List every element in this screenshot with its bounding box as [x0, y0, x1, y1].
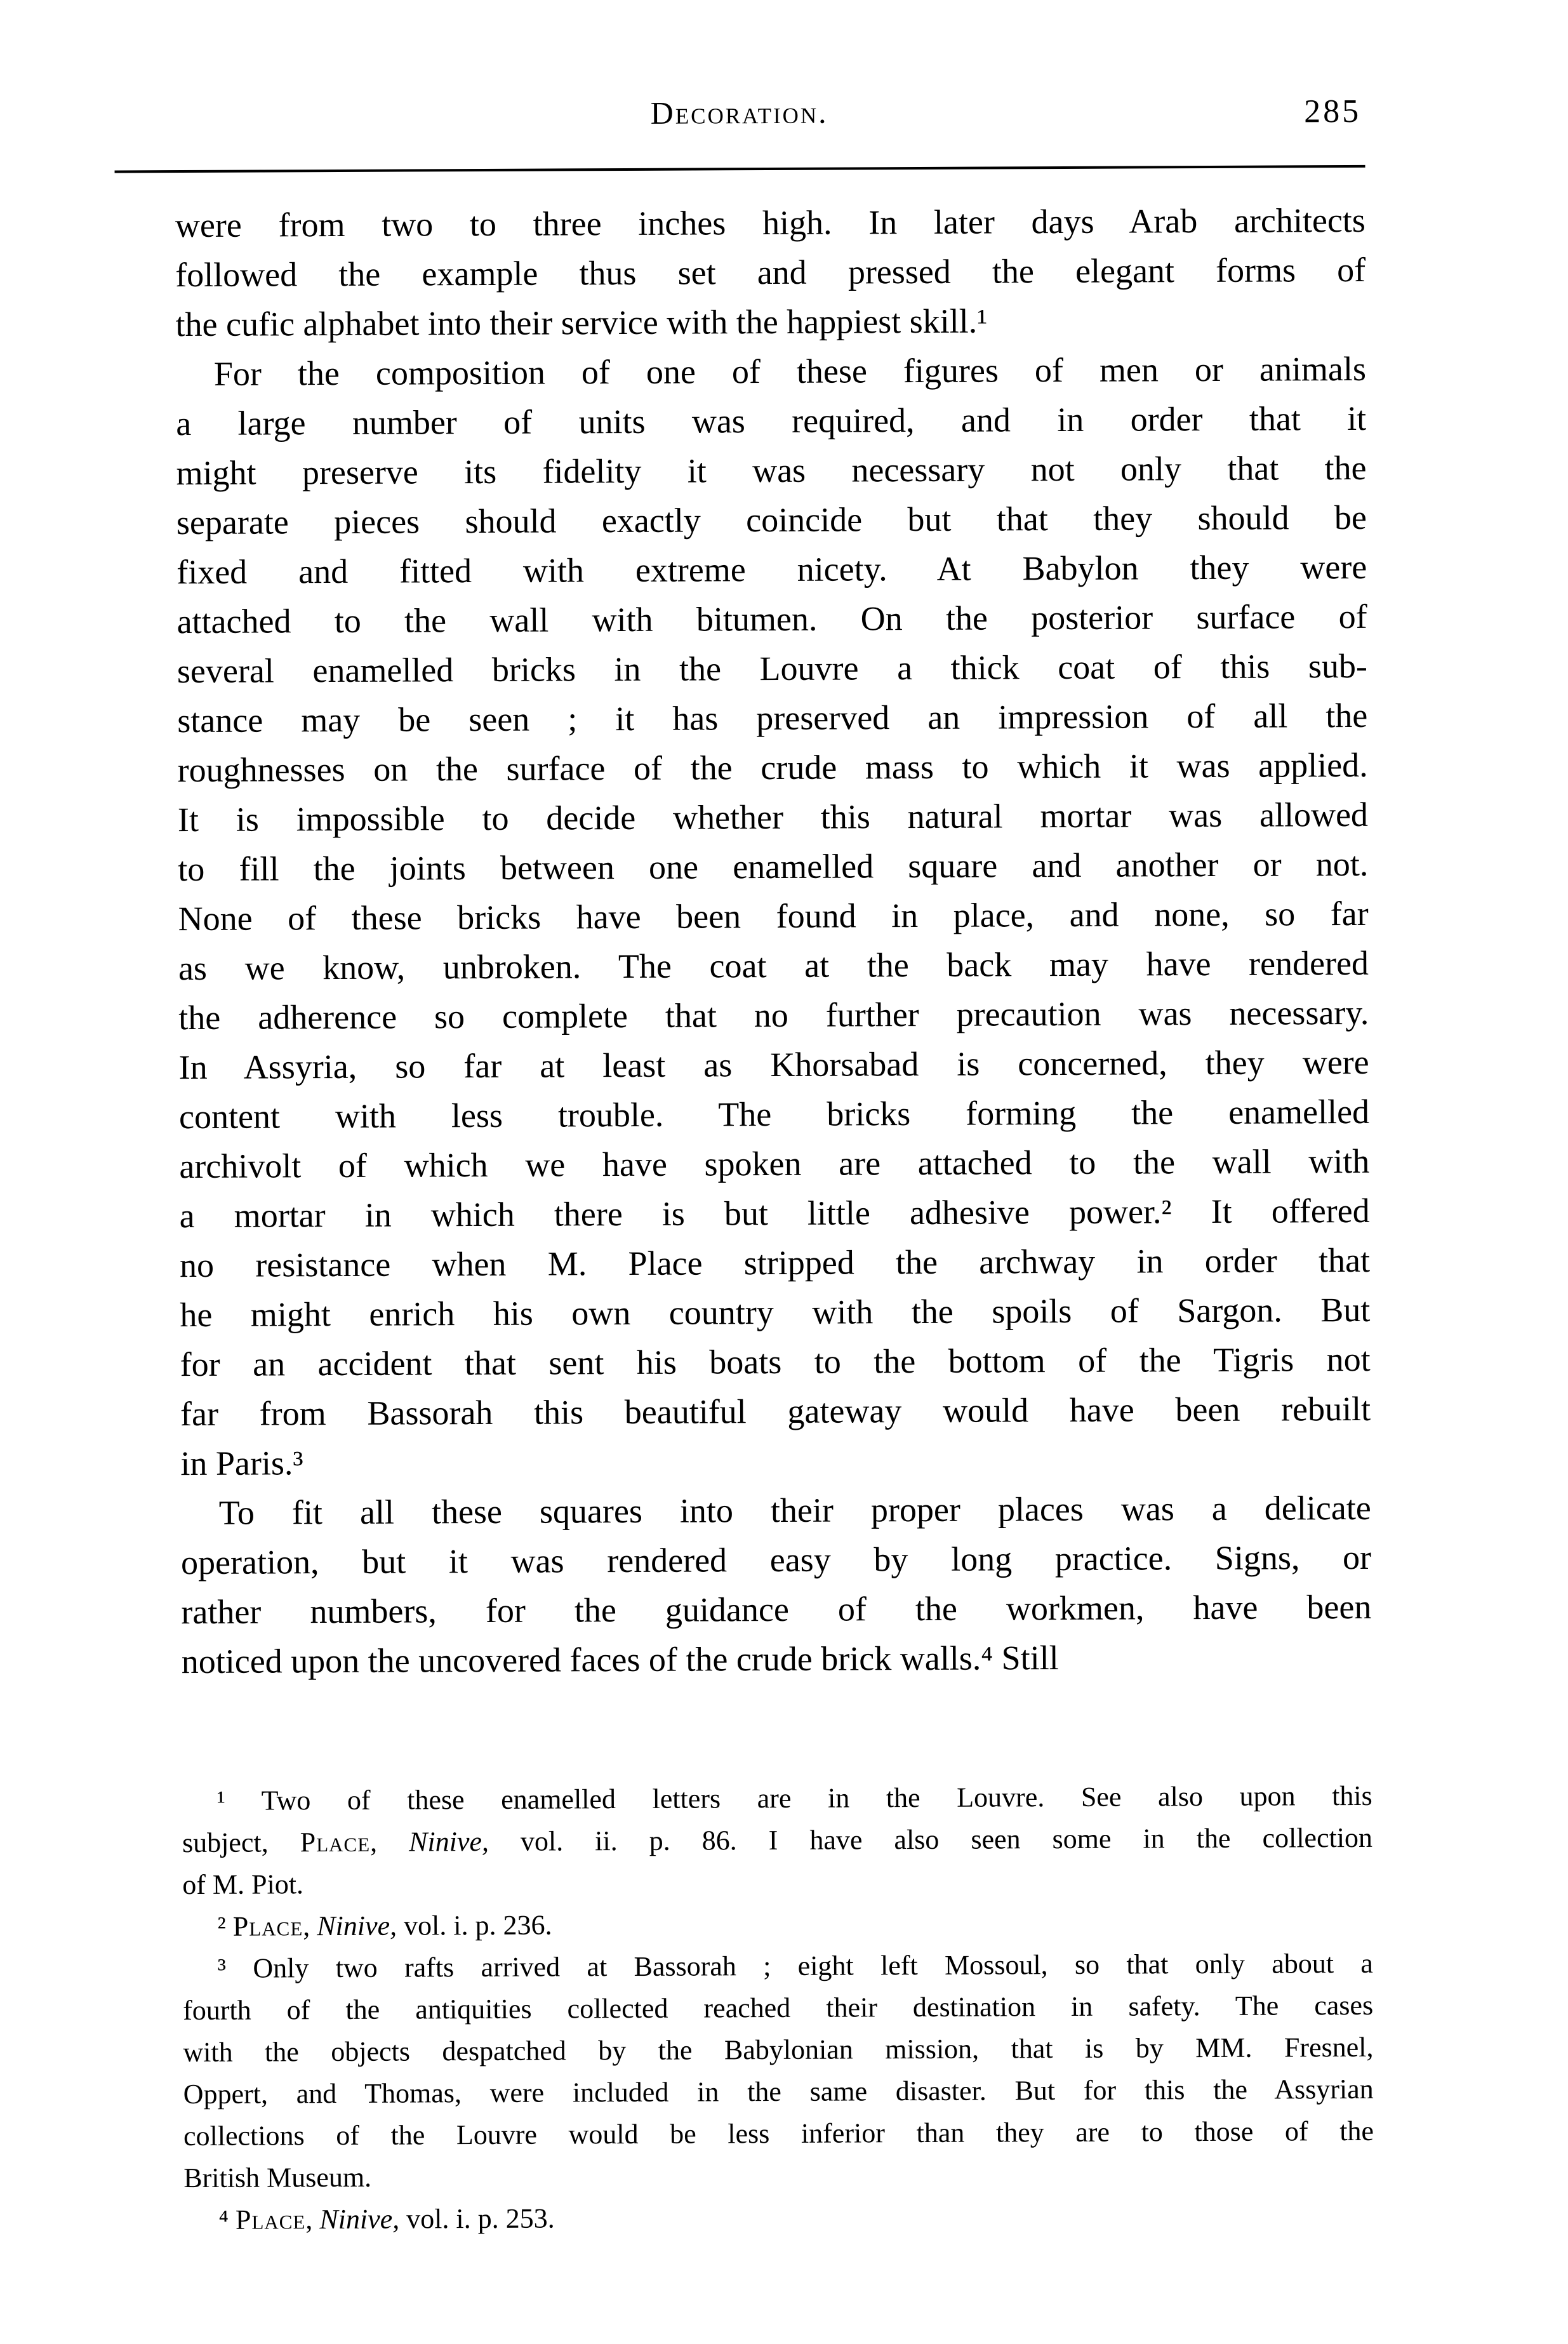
- footnote-line: [183, 1985, 1373, 2032]
- body-line: might preserve its fidelity it was necessary not only that the: [176, 448, 1367, 493]
- body-line: roughnesses on the surface of the crude mass to which it was applied.: [177, 745, 1368, 790]
- text-segment: ⁴: [218, 2204, 236, 2235]
- body-line: content with less trouble. The bricks forming the enamelled: [178, 1092, 1370, 1136]
- body-line: were from two to three inches high. In later days Arab architects: [175, 201, 1366, 245]
- footnote-line: [183, 2152, 1374, 2199]
- body-line: separate pieces should exactly coincide but that they should be: [176, 498, 1367, 542]
- body-line: noticed upon the uncovered faces of the crude brick walls.⁴ Still: [181, 1639, 1059, 1681]
- body-line: operation, but it was rendered easy by long practice. Signs, or: [180, 1538, 1372, 1582]
- footnote-line: [182, 1901, 1372, 1948]
- text-segment: ,: [369, 1826, 409, 1858]
- body-line: far from Bassorah this beautiful gateway would have been rebuilt: [180, 1389, 1371, 1434]
- text-segment: ,: [303, 1910, 317, 1942]
- small-caps-text: Place: [235, 2204, 306, 2235]
- footnote-line: [182, 1817, 1372, 1864]
- body-line: the cufic alphabet into their service with the happiest skill.¹: [175, 302, 988, 344]
- footnote-line: [183, 1943, 1373, 1990]
- body-line: stance may be seen ; it has preserved an impression of all the: [177, 696, 1368, 740]
- footnote-line: [182, 1859, 1372, 1906]
- small-caps-text: Place: [232, 1910, 303, 1942]
- body-line: in Paris.³: [180, 1444, 303, 1483]
- italic-text: Ninive,: [317, 1910, 397, 1942]
- body-line: To fit all these squares into their proper places was a delicate: [218, 1488, 1371, 1532]
- body-line: archivolt of which we have spoken are attached to the wall with: [179, 1142, 1370, 1186]
- body-line: rather numbers, for the guidance of the workmen, have been: [181, 1587, 1372, 1632]
- body-line: In Assyria, so far at least as Khorsabad is concerned, they were: [178, 1042, 1369, 1087]
- footnote-line: [182, 1775, 1372, 1822]
- body-line: a mortar in which there is but little adhesive power.² It offered: [179, 1191, 1370, 1235]
- footnote-line: [183, 2027, 1373, 2074]
- small-caps-text: Place: [300, 1826, 371, 1858]
- page-content: [175, 91, 1374, 2241]
- text-segment: British Museum.: [183, 2161, 372, 2194]
- text-segment: ³ Only two rafts arrived at Bassorah ; eight left Mossoul, so that only about a: [217, 1947, 1373, 1984]
- text-segment: of M. Piot.: [182, 1868, 304, 1901]
- body-line: as we know, unbroken. The coat at the back may have rendered: [178, 943, 1369, 988]
- text-segment: fourth of the antiquities collected reached their destination in safety. The cases: [183, 1989, 1374, 2027]
- text-segment: ²: [217, 1910, 233, 1942]
- body-line: to fill the joints between one enamelled square and another or not.: [178, 844, 1369, 889]
- body-line: the adherence so complete that no further precaution was necessary.: [178, 993, 1369, 1037]
- body-line: None of these bricks have been found in place, and none, so far: [178, 894, 1369, 938]
- body-line: for an accident that sent his boats to the bottom of the Tigris not: [180, 1340, 1371, 1384]
- body-line: followed the example thus set and pressed the elegant forms of: [175, 250, 1366, 295]
- text-segment: vol. i. p. 236.: [396, 1909, 552, 1941]
- header-rule: [115, 165, 1365, 173]
- body-line: no resistance when M. Place stripped the archway in order that: [179, 1241, 1371, 1285]
- chapter-title: Decoration.: [650, 94, 828, 131]
- text-segment: vol. i. p. 253.: [399, 2202, 555, 2235]
- body-line: he might enrich his own country with the spoils of Sargon. But: [180, 1290, 1371, 1335]
- page-number: 285: [1304, 93, 1362, 130]
- italic-text: Ninive,: [409, 1825, 489, 1858]
- text-segment: with the objects despatched by the Babylonian mission, that is by MM. Fresnel,: [183, 2031, 1374, 2068]
- body-line: a large number of units was required, and in order that it: [176, 399, 1367, 443]
- body-text: [175, 196, 1372, 1686]
- text-segment: Oppert, and Thomas, were included in the same disaster. But for this the Assyrian: [183, 2073, 1374, 2110]
- footnote-line: [183, 2110, 1374, 2157]
- body-line: fixed and fitted with extreme nicety. At Babylon they were: [176, 547, 1367, 592]
- footnote-line: [183, 2068, 1374, 2115]
- body-line: several enamelled bricks in the Louvre a thick coat of this sub-: [176, 646, 1368, 691]
- body-line: attached to the wall with bitumen. On the posterior surface of: [176, 597, 1367, 641]
- footnotes: [182, 1775, 1374, 2241]
- running-header: [175, 91, 1365, 146]
- text-segment: collections of the Louvre would be less inferior than they are to those of the: [183, 2115, 1374, 2152]
- body-line: It is impossible to decide whether this natural mortar was allowed: [177, 795, 1369, 839]
- italic-text: Ninive,: [319, 2203, 400, 2235]
- text-segment: ¹ Two of these enamelled letters are in the Louvre. See also upon this: [216, 1780, 1372, 1816]
- footnote-line: [183, 2194, 1374, 2241]
- text-segment: subject,: [182, 1827, 300, 1859]
- text-segment: vol. ii. p. 86. I have also seen some in the collection: [488, 1821, 1373, 1857]
- body-line: For the composition of one of these figures of men or animals: [213, 349, 1367, 393]
- text-segment: ,: [305, 2204, 320, 2235]
